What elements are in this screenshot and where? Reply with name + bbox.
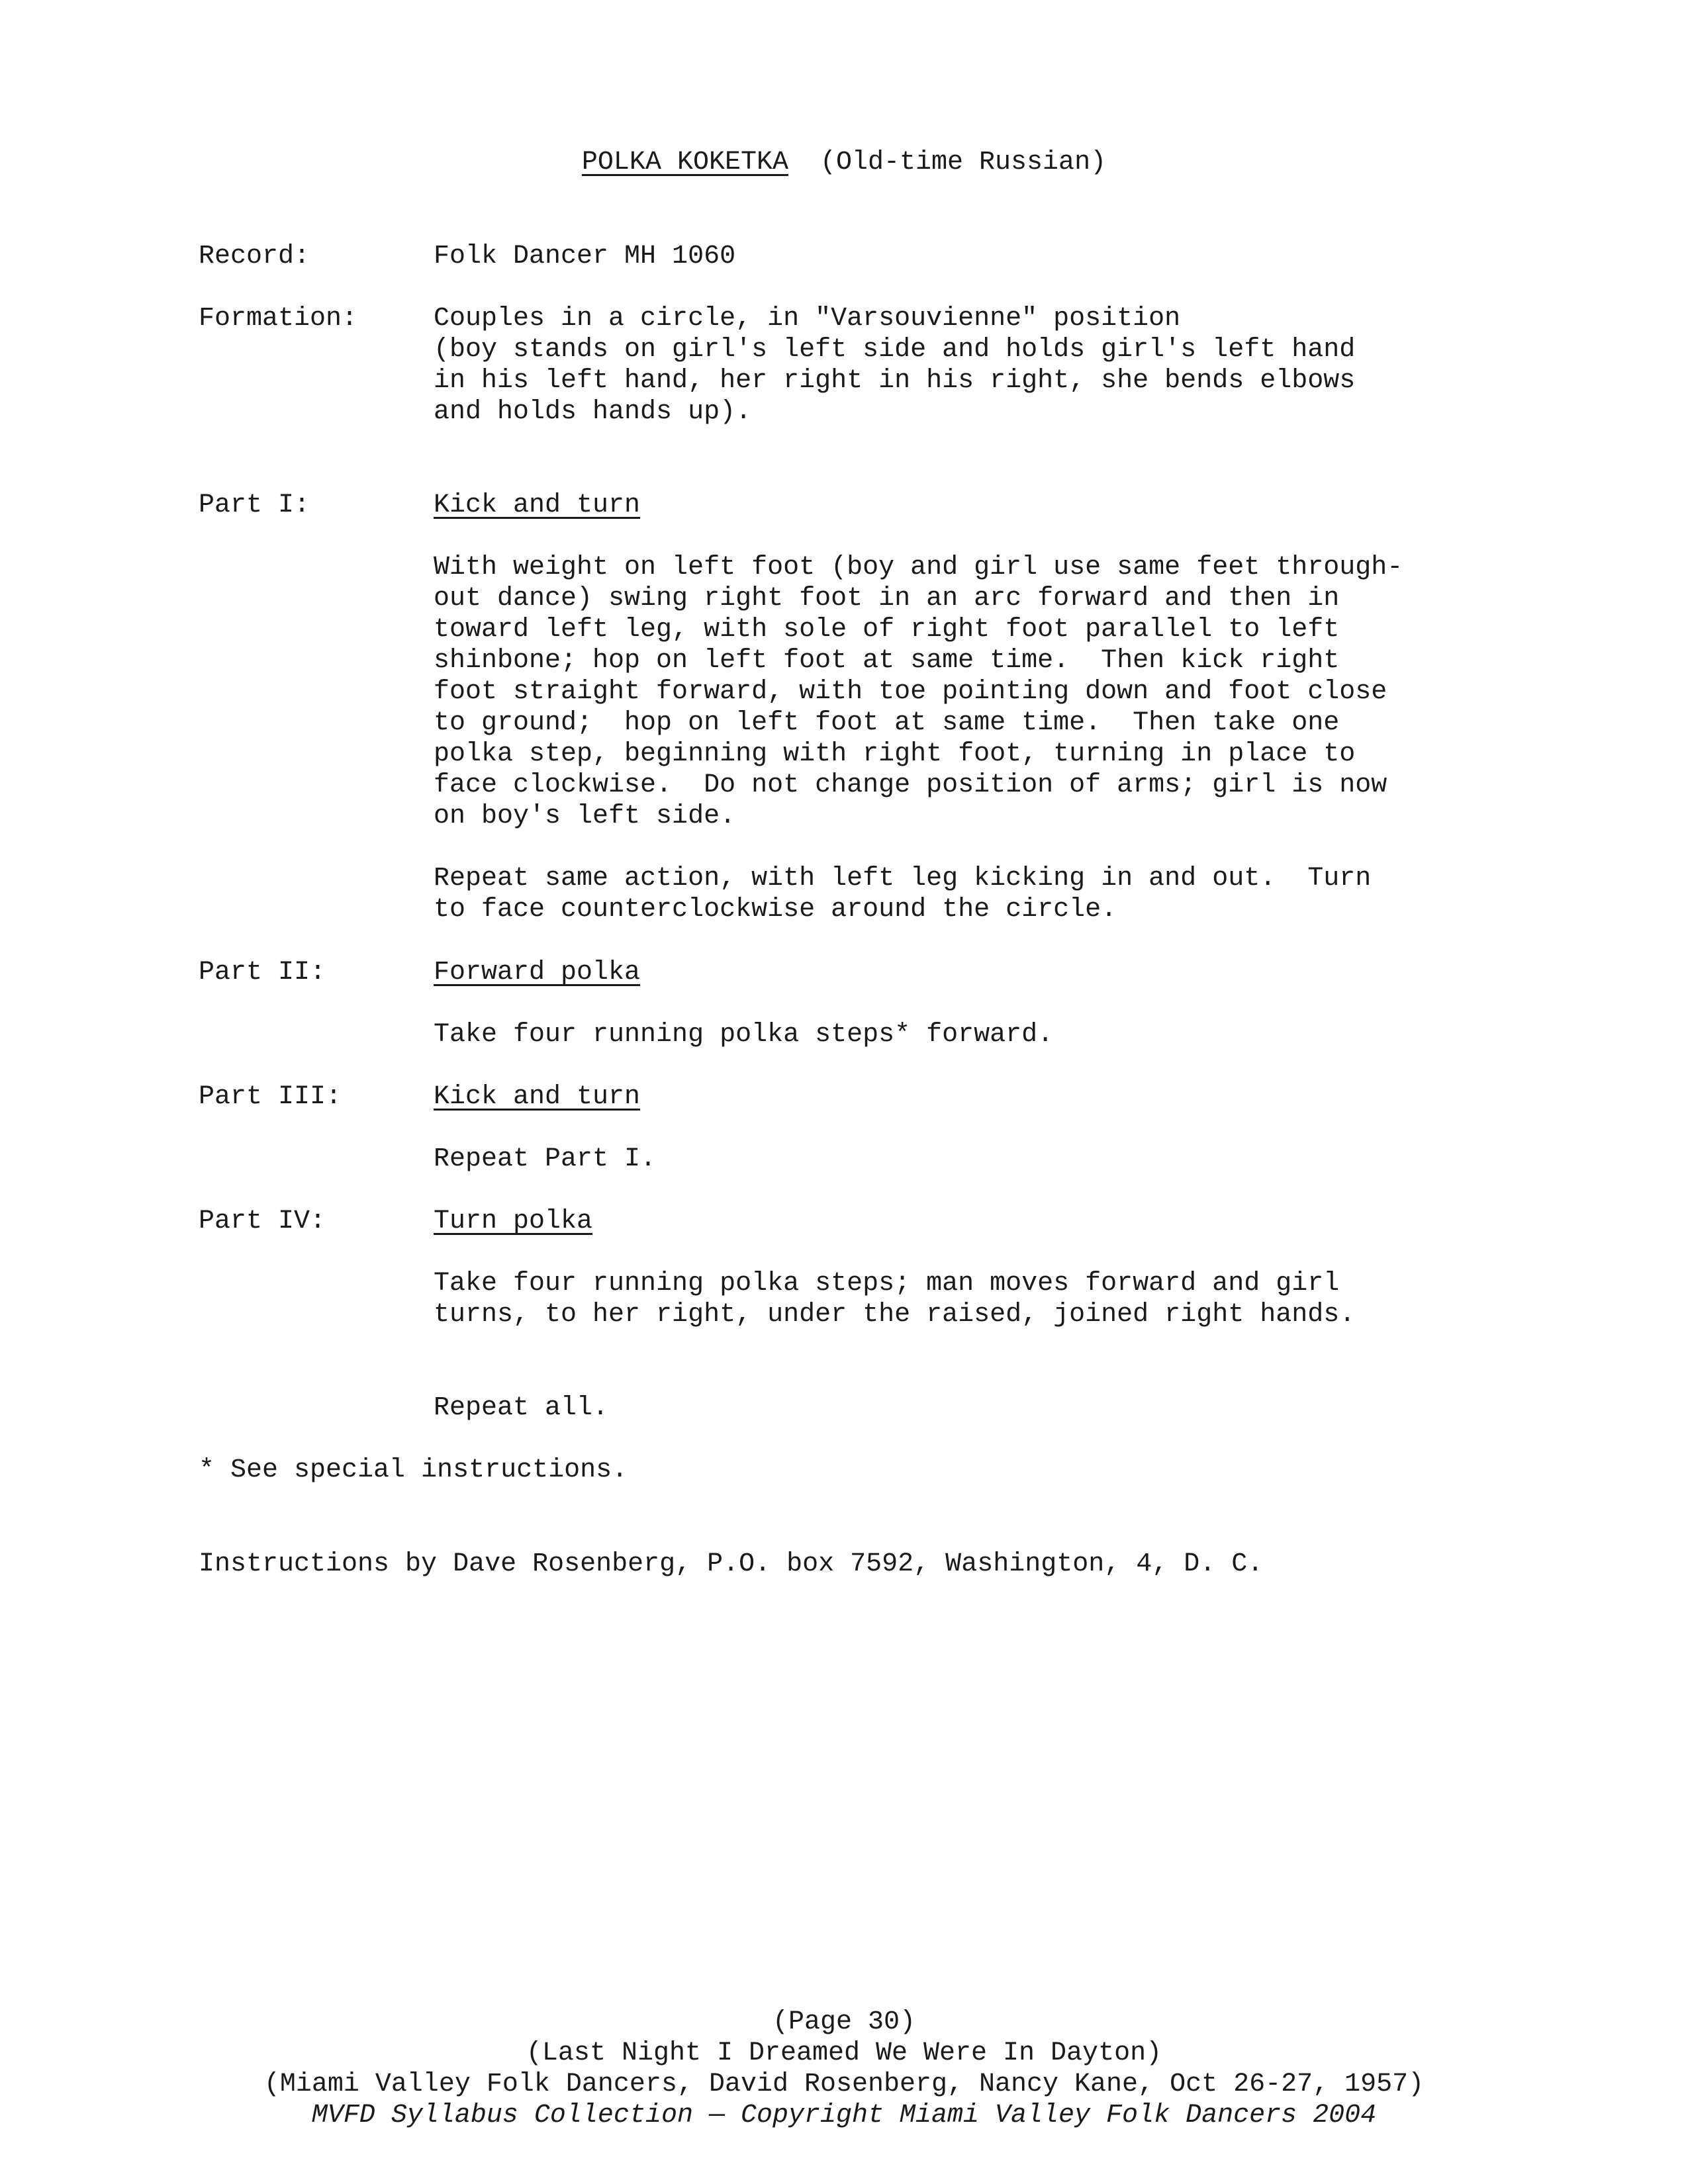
part-1-repeat-line: to face counterclockwise around the circle. (434, 895, 1117, 925)
part-1-line: shinbone; hop on left foot at same time. Then kick right (434, 646, 1340, 676)
page-title (0, 147, 1688, 179)
part-3-label: Part III: (199, 1082, 342, 1112)
part-1-line: out dance) swing right foot in an arc forward and then in (434, 584, 1340, 614)
dance-origin: (Old-time Russian) (820, 148, 1107, 177)
part-4-label: Part IV: (199, 1206, 326, 1236)
part-4-line: Take four running polka steps; man moves forward and girl (434, 1269, 1340, 1298)
instructions-credit: Instructions by Dave Rosenberg, P.O. box 7592, Washington, 4, D. C. (199, 1549, 1264, 1579)
part-1-label: Part I: (199, 490, 310, 520)
footnote: * See special instructions. (199, 1455, 628, 1485)
part-2-heading: Forward polka (434, 958, 641, 987)
dance-name: POLKA KOKETKA (581, 148, 788, 177)
part-1-heading: Kick and turn (434, 490, 641, 520)
part-1-line: With weight on left foot (boy and girl use same feet through- (434, 553, 1403, 582)
part-1-repeat-line: Repeat same action, with left leg kicking in and out. Turn (434, 864, 1372, 893)
part-1-line: face clockwise. Do not change position of arms; girl is now (434, 770, 1387, 800)
part-1-line: toward left leg, with sole of right foot parallel to left (434, 615, 1340, 645)
formation-line: Couples in a circle, in "Varsouvienne" position (434, 304, 1181, 334)
formation-line: (boy stands on girl's left side and holds girl's left hand (434, 335, 1356, 365)
part-3-heading: Kick and turn (434, 1082, 641, 1112)
part-3-text: Repeat Part I. (434, 1144, 657, 1174)
part-4-heading: Turn polka (434, 1206, 593, 1236)
footer-page-number: (Page 30) (772, 2007, 916, 2037)
formation-label: Formation: (199, 304, 358, 334)
formation-line: in his left hand, her right in his right, she bends elbows (434, 366, 1356, 396)
footer-group: (Miami Valley Folk Dancers, David Rosenberg, Nancy Kane, Oct 26-27, 1957) (263, 2070, 1425, 2099)
footer-copyright: MVFD Syllabus Collection — Copyright Miami Valley Folk Dancers 2004 (311, 2101, 1377, 2130)
part-2-text: Take four running polka steps* forward. (434, 1020, 1054, 1050)
part-1-line: foot straight forward, with toe pointing down and foot close (434, 677, 1387, 707)
formation-line: and holds hands up). (434, 397, 752, 427)
footer-event: (Last Night I Dreamed We Were In Dayton) (526, 2038, 1162, 2068)
part-4-line: turns, to her right, under the raised, joined right hands. (434, 1300, 1356, 1330)
part-2-label: Part II: (199, 958, 326, 987)
record-label: Record: (199, 242, 310, 271)
part-1-line: to ground; hop on left foot at same time. Then take one (434, 708, 1340, 738)
part-1-line: on boy's left side. (434, 801, 736, 831)
repeat-all-text: Repeat all. (434, 1393, 609, 1423)
record-value: Folk Dancer MH 1060 (434, 242, 736, 271)
part-1-line: polka step, beginning with right foot, turning in place to (434, 739, 1356, 769)
